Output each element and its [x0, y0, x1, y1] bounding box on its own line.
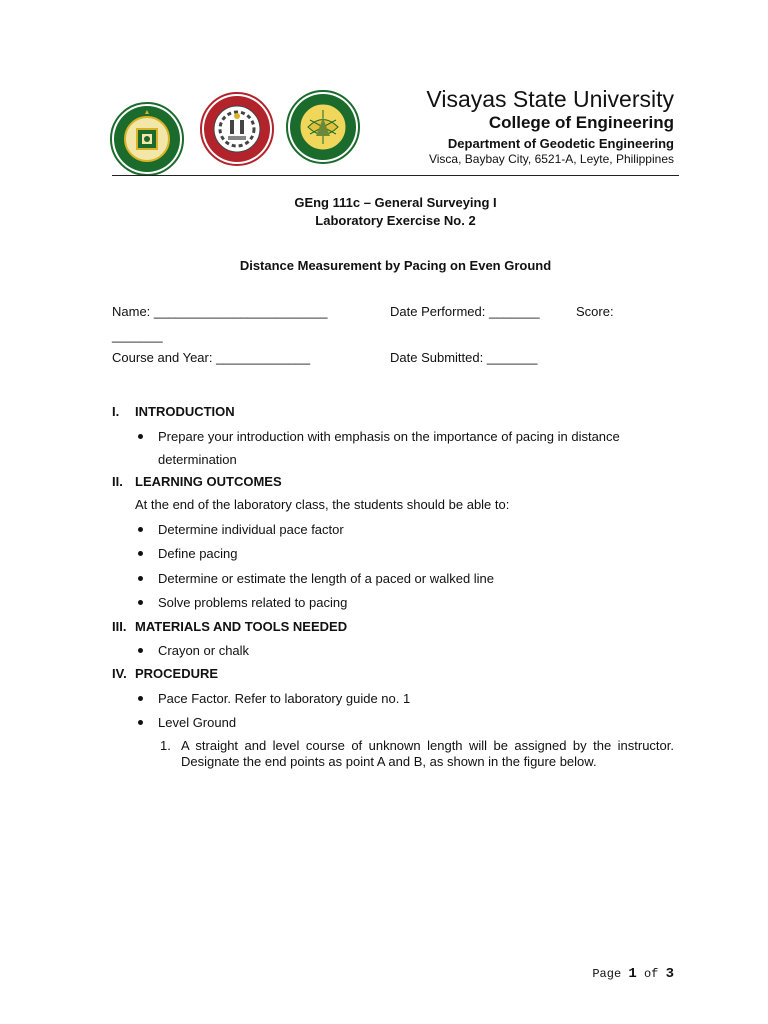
step-number: 1.	[160, 738, 171, 753]
section-heading-learning-outcomes: LEARNING OUTCOMES	[135, 474, 282, 489]
list-item-continuation: determination	[158, 452, 237, 467]
list-item: Level Ground	[158, 715, 237, 730]
bullet-icon	[138, 696, 143, 701]
of-word: of	[643, 967, 659, 981]
section-number: IV.	[112, 666, 127, 681]
vsu-seal	[110, 102, 184, 176]
dept-geodetic-engineering-seal	[286, 90, 360, 164]
page-total: 3	[665, 966, 674, 982]
section-number: III.	[112, 619, 127, 634]
name-field: Name: ________________________	[112, 304, 328, 319]
outcomes-lead: At the end of the laboratory class, the students should be able to:	[135, 497, 510, 512]
score-blank: _______	[112, 328, 163, 343]
page-indicator	[592, 966, 674, 982]
bullet-icon	[138, 576, 143, 581]
section-heading-materials: MATERIALS AND TOOLS NEEDED	[135, 619, 348, 634]
course-year-field: Course and Year: _____________	[112, 350, 311, 365]
bullet-icon	[138, 600, 143, 605]
section-heading-procedure: PROCEDURE	[135, 666, 219, 681]
list-item: Define pacing	[158, 546, 238, 561]
list-item: Determine or estimate the length of a paced or walked line	[158, 571, 495, 586]
topic-title: Distance Measurement by Pacing on Even Ground	[239, 258, 552, 273]
date-submitted-field: Date Submitted: _______	[390, 350, 538, 365]
college-of-engineering-seal	[200, 92, 274, 166]
list-item: Crayon or chalk	[158, 643, 250, 658]
department-name: Department of Geodetic Engineering	[447, 136, 674, 151]
list-item: Pace Factor. Refer to laboratory guide no. 1	[158, 691, 411, 706]
list-item: Solve problems related to pacing	[158, 595, 348, 610]
college-name: College of Engineering	[488, 113, 674, 132]
course-title: GEng 111c – General Surveying I	[294, 195, 497, 210]
bullet-icon	[138, 434, 143, 439]
bullet-icon	[138, 648, 143, 653]
section-number: II.	[112, 474, 123, 489]
header-divider	[112, 175, 679, 176]
step-text: A straight and level course of unknown length will be assigned by the instructor. Designate the end points as point A and B, as shown in the figure below.	[181, 738, 674, 769]
date-performed-field: Date Performed: _______	[390, 304, 540, 319]
score-label: Score:	[576, 304, 614, 319]
page-word: Page	[592, 967, 622, 981]
bullet-icon	[138, 720, 143, 725]
list-item: Determine individual pace factor	[158, 522, 344, 537]
page-number: 1	[628, 966, 637, 982]
bullet-icon	[138, 551, 143, 556]
bullet-icon	[138, 527, 143, 532]
section-number: I.	[112, 404, 120, 419]
exercise-title: Laboratory Exercise No. 2	[315, 213, 476, 228]
section-heading-introduction: INTRODUCTION	[135, 404, 235, 419]
university-name: Visayas State University	[426, 86, 674, 112]
university-address: Visca, Baybay City, 6521-A, Leyte, Philippines	[428, 152, 674, 166]
list-item: Prepare your introduction with emphasis on the importance of pacing in distance	[158, 429, 620, 444]
